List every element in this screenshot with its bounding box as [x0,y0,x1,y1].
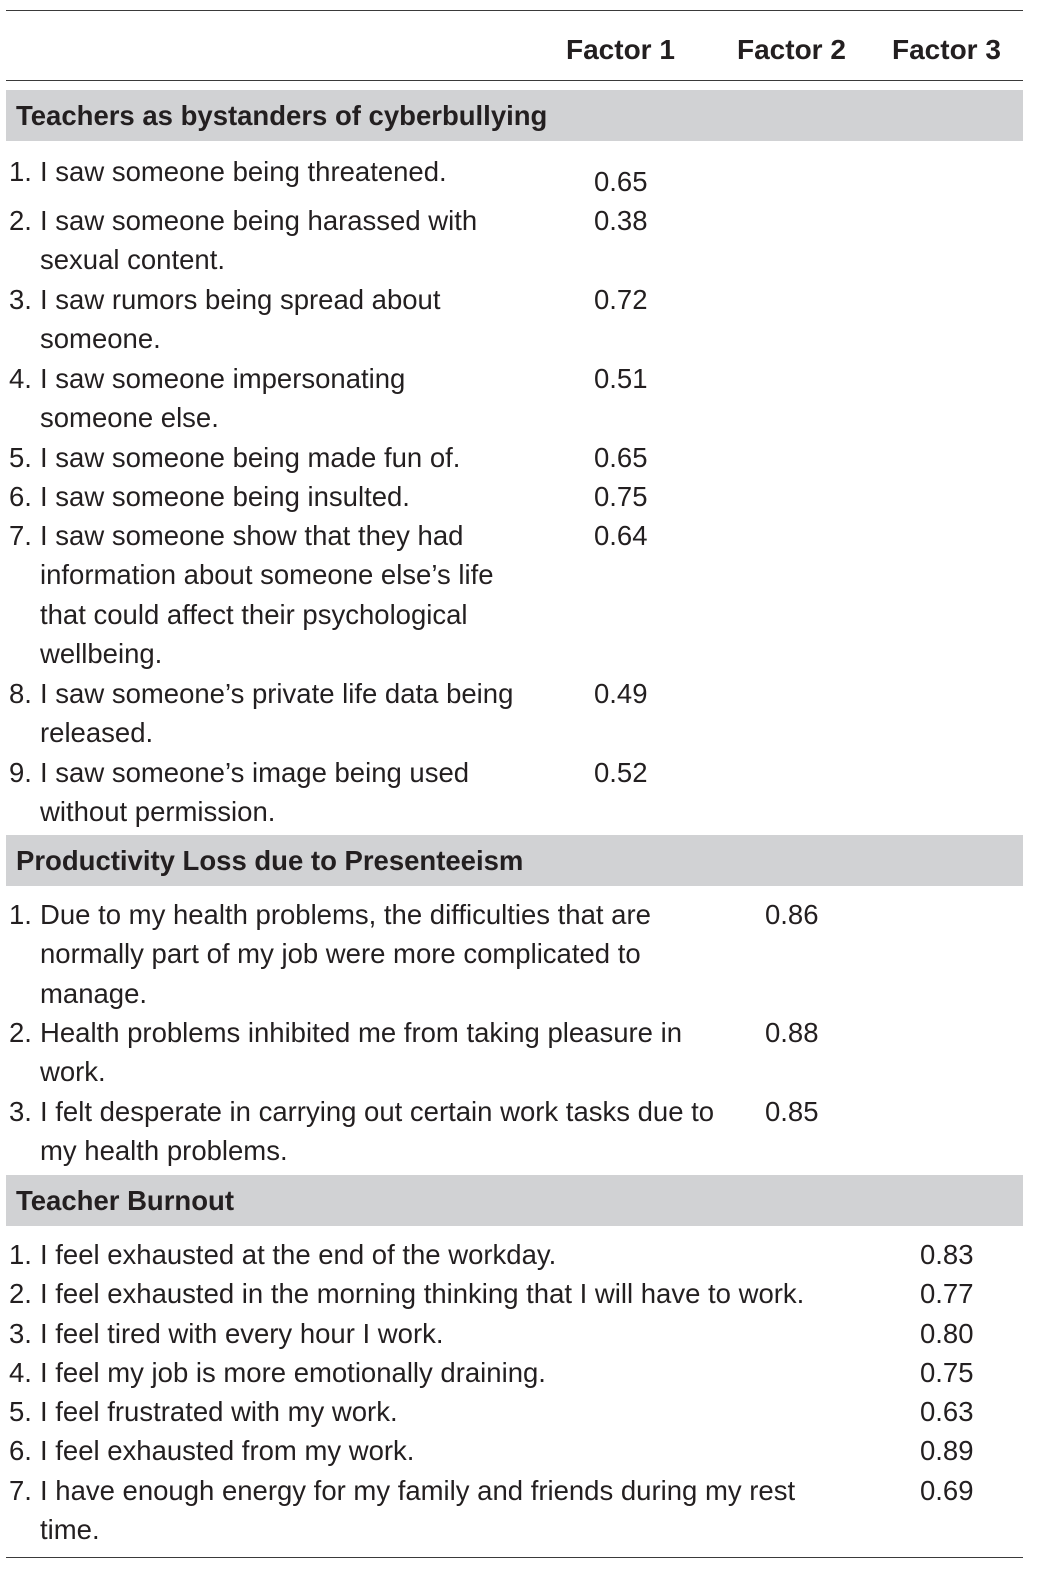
loading-f1: 0.65 [594,442,648,473]
item-number: 5. [9,1396,32,1427]
item-number: 3. [9,1096,32,1127]
item-text: I saw someone show that they had information about someone else’s life that could affect their psychological wellbeing. [40,520,494,669]
item-number: 6. [9,1435,32,1466]
item-number: 2. [9,205,32,236]
section-header-bystanders [6,90,1023,141]
section-header-presenteeism [6,835,1023,886]
loading-f2: 0.85 [765,1096,819,1127]
item-text: I saw someone’s private life data being released. [40,678,514,749]
item-number: 7. [9,520,32,551]
item-number: 3. [9,284,32,315]
item-text: I feel exhausted at the end of the workday. [40,1239,557,1270]
item-number: 4. [9,1357,32,1388]
item-number: 4. [9,363,32,394]
item-number: 2. [9,1278,32,1309]
header-factor-1: Factor 1 [566,34,675,65]
loading-f2: 0.88 [765,1017,819,1048]
bottom-rule [6,1557,1023,1558]
item-number: 3. [9,1318,32,1349]
header-factor-3: Factor 3 [892,34,1001,65]
item-text: I saw someone impersonating someone else. [40,363,406,434]
item-text: I saw someone being harassed with sexual content. [40,205,478,276]
item-text: I saw someone being made fun of. [40,442,461,473]
loading-f3: 0.77 [920,1278,974,1309]
section-title: Teacher Burnout [16,1185,234,1216]
loading-f1: 0.38 [594,205,648,236]
item-text: I feel exhausted in the morning thinking that I will have to work. [40,1278,805,1309]
item-text: I feel exhausted from my work. [40,1435,415,1466]
header-factor-2: Factor 2 [737,34,846,65]
item-text: Due to my health problems, the difficulties that are normally part of my job were more complicated to manage. [40,899,651,1009]
section-title: Teachers as bystanders of cyberbullying [16,100,548,131]
section-title: Productivity Loss due to Presenteeism [16,845,524,876]
item-number: 2. [9,1017,32,1048]
item-number: 1. [9,1239,32,1270]
loading-f3: 0.63 [920,1396,974,1427]
item-text: I feel frustrated with my work. [40,1396,398,1427]
loading-f3: 0.69 [920,1475,974,1506]
item-number: 1. [9,156,32,187]
loading-f3: 0.89 [920,1435,974,1466]
item-number: 5. [9,442,32,473]
loading-f1: 0.51 [594,363,648,394]
item-text: Health problems inhibited me from taking pleasure in work. [40,1017,682,1088]
item-text: I feel my job is more emotionally draining. [40,1357,546,1388]
loading-f3: 0.75 [920,1357,974,1388]
loading-f2: 0.86 [765,899,819,930]
loading-f1: 0.64 [594,520,648,551]
item-text: I saw someone being threatened. [40,156,447,187]
item-number: 9. [9,757,32,788]
loading-f3: 0.80 [920,1318,974,1349]
loading-f1: 0.49 [594,678,648,709]
section-header-burnout [6,1175,1023,1226]
item-number: 1. [9,899,32,930]
item-number: 8. [9,678,32,709]
item-text: I feel tired with every hour I work. [40,1318,444,1349]
header-rule [6,80,1023,81]
item-text: I felt desperate in carrying out certain work tasks due to my health problems. [40,1096,715,1167]
loading-f1: 0.52 [594,757,648,788]
loading-f1: 0.75 [594,481,648,512]
item-text: I have enough energy for my family and friends during my rest time. [40,1475,796,1546]
item-text: I saw someone being insulted. [40,481,410,512]
top-rule [6,10,1023,11]
loading-f1: 0.72 [594,284,648,315]
item-number: 7. [9,1475,32,1506]
loading-f1: 0.65 [594,166,648,197]
item-text: I saw rumors being spread about someone. [40,284,441,355]
loading-f3: 0.83 [920,1239,974,1270]
item-number: 6. [9,481,32,512]
item-text: I saw someone’s image being used without permission. [40,757,470,828]
